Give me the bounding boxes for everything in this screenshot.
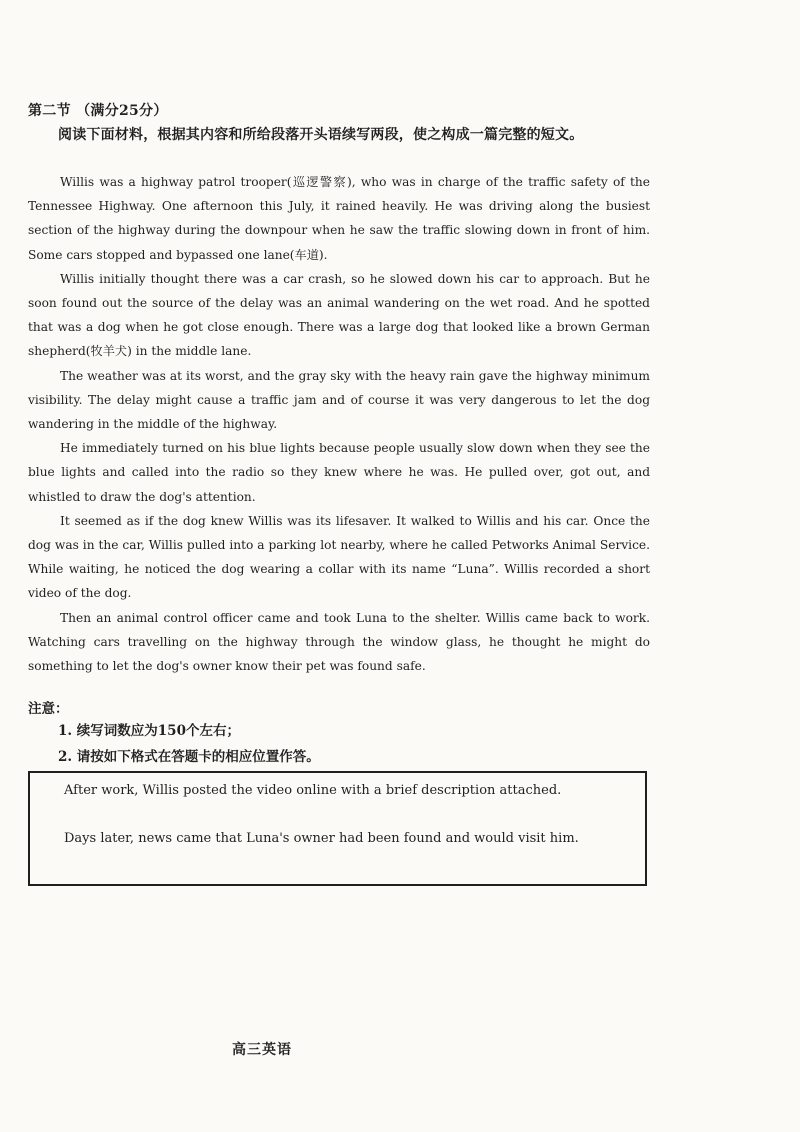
passage-paragraph-5: It seemed as if the dog knew Willis was its lifesaver. It walked to Willis and his car. Once the dog was in the car, Willis pulled into a parking lot nearby, where he called Petworks Animal Service. While waiting, he noticed the dog wearing a collar with its name “Luna”. Willis recorded a short video of the dog. <box>28 513 650 601</box>
instructions: 阅读下面材料，根据其内容和所给段落开头语续写两段，使之构成一篇完整的短文。 <box>58 127 584 143</box>
section-title: 第二节 （满分25分） <box>28 103 168 119</box>
passage-paragraph-1: Willis was a highway patrol trooper(巡逻警察), who was in charge of the traffic safety of the Tennessee Highway. One afternoon this July, it rained heavily. He was driving along the busiest section of the highway during the downpour when he saw the traffic slowing down in front of him. Some cars stopped and bypassed one lane(车道). <box>28 175 650 262</box>
notes-list <box>58 718 320 770</box>
passage-paragraph-2: Willis initially thought there was a car crash, so he slowed down his car to approach. But he soon found out the source of the delay was an animal wandering on the wet road. And he spotted that was a dog when he got close enough. There was a large dog that looked like a brown German shepherd(牧羊犬) in the middle lane. <box>28 271 650 359</box>
passage-paragraph-4: He immediately turned on his blue lights because people usually slow down when they see the blue lights and called into the radio so they knew where he was. He pulled over, got out, and whistled to draw the dog's attention. <box>28 441 650 504</box>
answer-opening-line-1: After work, Willis posted the video online with a brief description attached. <box>64 783 562 798</box>
note-item-format: 2. 请按如下格式在答题卡的相应位置作答。 <box>58 749 320 765</box>
notes-heading: 注意： <box>28 701 69 717</box>
reading-passage <box>28 170 650 678</box>
note-item-word-count: 1. 续写词数应为150个左右； <box>58 723 240 739</box>
passage-paragraph-3: The weather was at its worst, and the gray sky with the heavy rain gave the highway minimum visibility. The delay might cause a traffic jam and of course it was very dangerous to let the dog wandering in the middle of the highway. <box>28 368 650 432</box>
answer-opening-line-2: Days later, news came that Luna's owner had been found and would visit him. <box>64 831 579 846</box>
page-footer: 高三英语 <box>232 1042 292 1058</box>
answer-format-box <box>28 771 647 886</box>
passage-paragraph-6: Then an animal control officer came and took Luna to the shelter. Willis came back to work. Watching cars travelling on the highway through the window glass, he thought he might do something to let the dog's owner know their pet was found safe. <box>28 610 650 674</box>
